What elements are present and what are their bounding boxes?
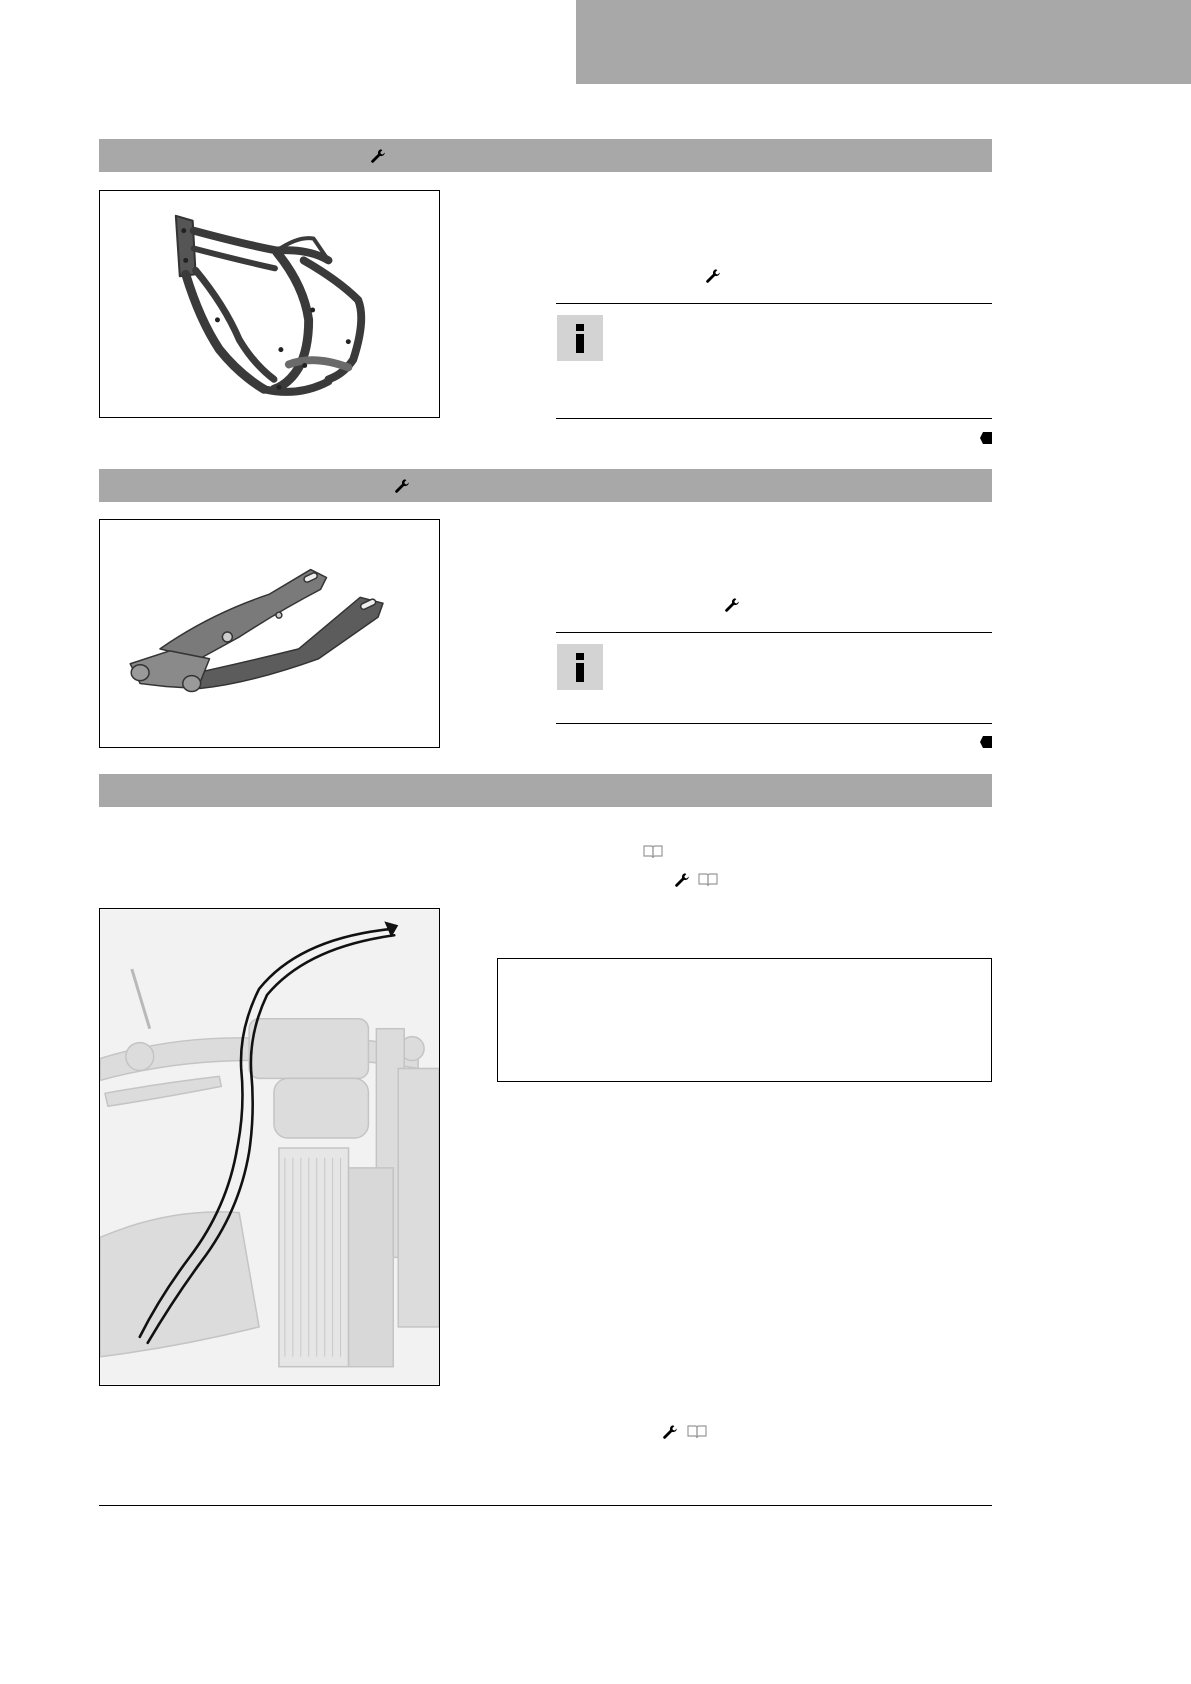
wrench-icon [674,872,690,888]
book-icon [643,844,663,860]
info-box-top-rule [556,632,992,633]
section-bar-cable-routing [99,774,992,807]
wrench-icon [724,597,740,613]
info-icon [557,315,603,361]
end-of-section-icon [980,736,992,748]
wrench-icon [394,478,410,494]
book-icon [687,1424,707,1440]
end-of-section-icon [980,432,992,444]
footer-rule [99,1505,992,1506]
wrench-icon [662,1424,678,1440]
cable-routing-figure [99,908,440,1386]
cable-routing-illustration [100,909,439,1385]
warning-box [497,958,992,1082]
info-icon [557,644,603,690]
info-box-bottom-rule [556,418,992,419]
info-box-top-rule [556,303,992,304]
wrench-icon [705,268,721,284]
book-icon [698,872,718,888]
info-box-bottom-rule [556,723,992,724]
section-bar-frame [99,139,992,172]
header-tab [576,0,1191,84]
frame-illustration [100,191,439,417]
swingarm-figure [99,519,440,748]
frame-figure [99,190,440,418]
wrench-icon [370,148,386,164]
swingarm-illustration [100,520,439,747]
section-bar-swingarm [99,469,992,502]
